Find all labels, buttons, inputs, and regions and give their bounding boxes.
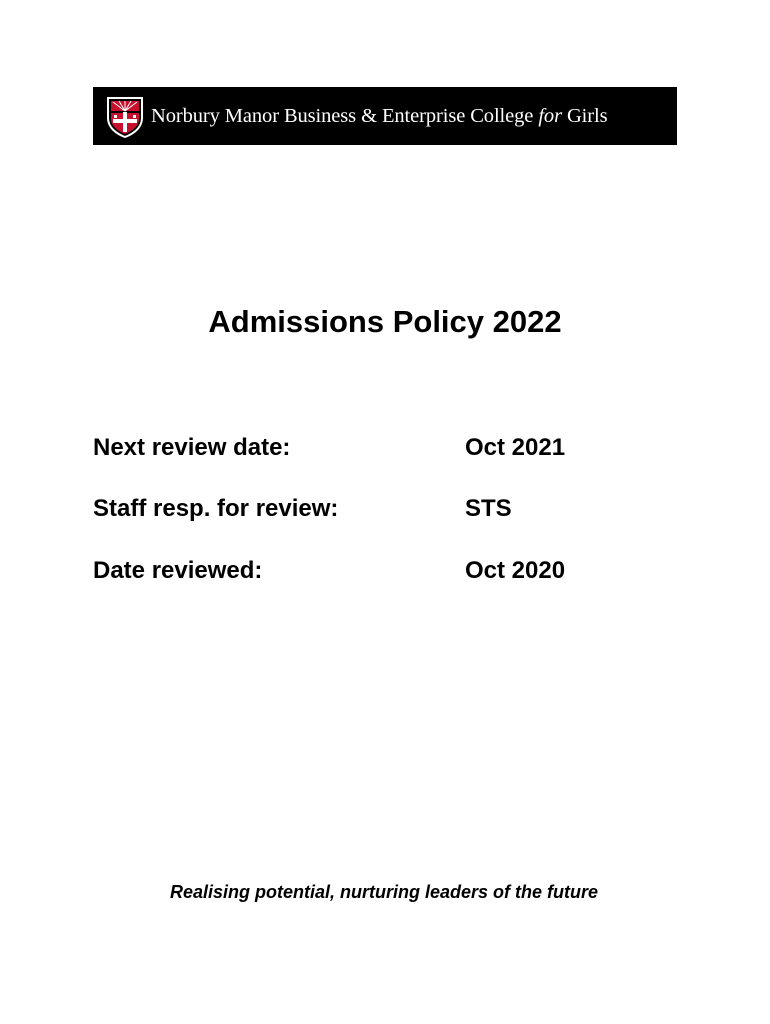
staff-resp-value: STS [465, 495, 512, 522]
date-reviewed-label: Date reviewed: [93, 557, 263, 584]
school-name-italic: for [538, 104, 562, 127]
next-review-label: Next review date: [93, 434, 291, 461]
school-name-end: Girls [561, 104, 608, 127]
next-review-value: Oct 2021 [465, 434, 566, 461]
meta-row-staff-resp [93, 495, 693, 527]
school-name [151, 105, 607, 128]
school-motto: Realising potential, nurturing leaders of the future [169, 882, 599, 902]
header-banner [93, 87, 677, 145]
school-crest-icon [105, 94, 145, 138]
document-title: Admissions Policy 2022 [208, 304, 562, 339]
staff-resp-label: Staff resp. for review: [93, 495, 339, 522]
school-name-main: Norbury Manor Business & Enterprise College [151, 104, 539, 127]
meta-row-next-review [93, 434, 693, 466]
meta-row-date-reviewed [93, 557, 693, 589]
date-reviewed-value: Oct 2020 [465, 557, 566, 584]
